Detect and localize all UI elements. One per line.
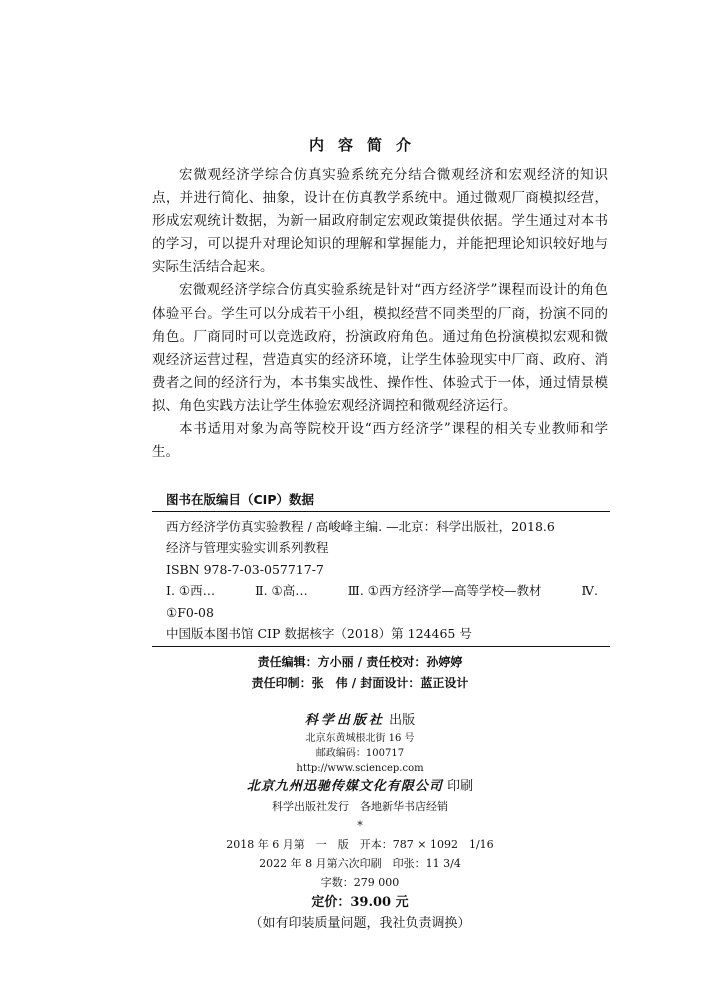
cip-class-part: Ⅳ.: [581, 583, 598, 599]
cip-class-code-line: ①F0-08: [166, 604, 214, 620]
intro-paragraph: 宏微观经济学综合仿真实验系统充分结合微观经济和宏观经济的知识点，并进行简化、抽象，设计在仿真教学系统中。通过微观厂商模拟经营，形成宏观统计数据，为新一届政府制定宏观政策提供依据。学生通过对本书的学习，可以提升对理论知识的理解和掌握能力，并能把理论知识较好地与实际生活结合起来。: [152, 167, 608, 276]
printing-line: 2022 年 8 月第六次印刷 印张：11 3/4: [259, 857, 461, 870]
cip-classification-line: [166, 580, 598, 601]
intro-paragraph: 本书适用对象为高等院校开设“西方经济学”课程的相关专业教师和学生。: [152, 421, 608, 461]
cip-heading: 图书在版编目（CIP）数据: [166, 492, 314, 507]
publication-info: [0, 710, 720, 935]
distribution-line: 科学出版社发行 各地新华书店经销: [272, 800, 448, 813]
publisher-name: 科学出版社: [304, 713, 385, 728]
intro-body: [152, 164, 608, 464]
publisher-url: http://www.sciencep.com: [296, 763, 424, 774]
publisher-postcode: 邮政编码：100717: [315, 748, 405, 759]
cip-class-part: Ⅰ. ①西…: [166, 583, 216, 599]
quality-note: （如有印装质量问题，我社负责调换）: [249, 916, 471, 931]
cip-block: [166, 516, 606, 644]
credits-production-line: 责任印制：张 伟 / 封面设计：蓝正设计: [251, 676, 469, 690]
edition-line: 2018 年 6 月第 一 版 开本：787 × 1092 1/16: [226, 838, 494, 851]
publisher-name-suffix: 出版: [389, 713, 416, 728]
credits-block: [0, 652, 720, 694]
publisher-address: 北京东黄城根北街 16 号: [305, 733, 415, 744]
word-count: 字数：279 000: [320, 876, 400, 889]
printer-name: 北京九州迅驰传媒文化有限公司: [246, 779, 443, 794]
cip-bottom-rule: [152, 646, 610, 647]
printer-suffix: 印刷: [447, 779, 474, 794]
intro-title: 内容简介: [308, 136, 425, 154]
cip-series-line: 经济与管理实验实训系列教程: [166, 540, 329, 556]
credits-editors-line: 责任编辑：方小丽 / 责任校对：孙婷婷: [257, 655, 463, 669]
separator-star: *: [357, 819, 363, 832]
cip-class-part: Ⅲ. ①西方经济学—高等学校—教材: [347, 583, 542, 599]
cip-title-line: 西方经济学仿真实验教程 / 高峻峰主编. —北京：科学出版社，2018.6: [166, 519, 555, 534]
cip-top-rule: [152, 511, 610, 512]
price: 定价：39.00 元: [311, 895, 409, 910]
publisher-line: [0, 710, 720, 731]
intro-paragraph: 宏微观经济学综合仿真实验系统是针对“西方经济学”课程而设计的角色体验平台。学生可以分成若干小组，模拟经营不同类型的厂商，扮演不同的角色。厂商同时可以竞选政府，扮演政府角色。通过角色扮演模拟宏观和微观经济运营过程，营造真实的经济环境，让学生体验现实中厂商、政府、消费者之间的经济行为，本书集实战性、操作性、体验式于一体，通过情景模拟、角色实践方法让学生体验宏观经济调控和微观经济运行。: [152, 282, 608, 414]
cip-isbn-line: ISBN 978-7-03-057717-7: [166, 561, 324, 577]
cip-class-part: Ⅱ. ①高…: [255, 583, 308, 599]
printer-line: [0, 776, 720, 797]
cip-record-line: 中国版本图书馆 CIP 数据核字（2018）第 124465 号: [166, 626, 472, 642]
